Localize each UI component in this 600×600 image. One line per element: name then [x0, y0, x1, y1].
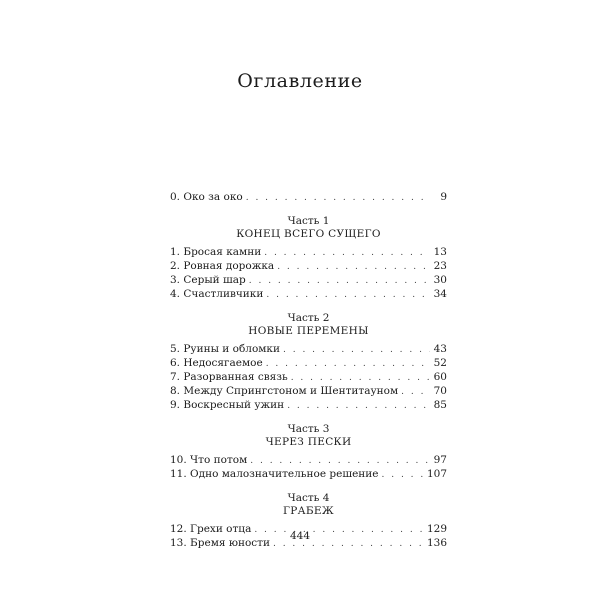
toc-row-prologue [170, 190, 447, 204]
part-heading [170, 492, 447, 518]
chapter-title: 6. Недосягаемое [170, 357, 263, 369]
part-heading [170, 312, 447, 338]
dot-leader [249, 274, 430, 288]
dot-leader [246, 191, 430, 205]
part-name: ЧЕРЕЗ ПЕСКИ [265, 436, 352, 448]
part-number: Часть 1 [287, 215, 330, 227]
chapter-title: 5. Руины и обломки [170, 343, 280, 355]
part-name: НОВЫЕ ПЕРЕМЕНЫ [248, 325, 369, 337]
dot-leader [277, 260, 430, 274]
toc-row [170, 273, 447, 287]
chapter-page-number: 60 [433, 371, 447, 383]
part-heading [170, 215, 447, 241]
chapter-page-number: 129 [426, 523, 447, 535]
toc-row [170, 398, 447, 412]
chapter-title: 12. Грехи отца [170, 523, 252, 535]
toc-row [170, 356, 447, 370]
page-title: Оглавление [237, 70, 363, 92]
chapter-title: 0. Око за око [170, 191, 243, 203]
part-name: КОНЕЦ ВСЕГО СУЩЕГО [236, 228, 381, 240]
part-name: ГРАБЕЖ [283, 505, 334, 517]
chapter-title: 9. Воскресный ужин [170, 399, 285, 411]
chapter-page-number: 43 [433, 343, 447, 355]
chapter-page-number: 107 [426, 468, 447, 480]
chapter-page-number: 13 [433, 246, 447, 258]
toc-row [170, 453, 447, 467]
chapter-page-number: 9 [440, 191, 447, 203]
chapter-title: 2. Ровная дорожка [170, 260, 275, 272]
toc-row [170, 287, 447, 301]
dot-leader [266, 288, 430, 302]
part-heading [170, 423, 447, 449]
chapter-page-number: 85 [433, 399, 447, 411]
chapter-title: 11. Одно малозначительное решение [170, 468, 379, 480]
chapter-title: 10. Что потом [170, 454, 248, 466]
toc-row [170, 370, 447, 384]
toc-row [170, 342, 447, 356]
chapter-page-number: 23 [433, 260, 447, 272]
chapter-page-number: 136 [426, 537, 447, 549]
dot-leader [266, 357, 430, 371]
table-of-contents [170, 190, 447, 550]
toc-row [170, 259, 447, 273]
chapter-title: 13. Бремя юности [170, 537, 270, 549]
dot-leader [291, 371, 430, 385]
chapter-title: 8. Между Спрингстоном и Шентитауном [170, 385, 399, 397]
dot-leader [382, 468, 424, 482]
chapter-title: 1. Бросая камни [170, 246, 262, 258]
chapter-title: 4. Счастливчики [170, 288, 264, 300]
chapter-page-number: 30 [433, 274, 447, 286]
chapter-page-number: 97 [433, 454, 447, 466]
dot-leader [401, 385, 430, 399]
dot-leader [283, 343, 430, 357]
chapter-page-number: 34 [433, 288, 447, 300]
toc-row [170, 384, 447, 398]
dot-leader [287, 399, 430, 413]
toc-row [170, 467, 447, 481]
chapter-title: 7. Разорванная связь [170, 371, 288, 383]
toc-row [170, 245, 447, 259]
dot-leader [250, 454, 430, 468]
part-number: Часть 2 [287, 312, 330, 324]
chapter-page-number: 70 [433, 385, 447, 397]
chapter-page-number: 52 [433, 357, 447, 369]
chapter-title: 3. Серый шар [170, 274, 246, 286]
part-number: Часть 4 [287, 492, 330, 504]
part-number: Часть 3 [287, 423, 330, 435]
dot-leader [264, 246, 430, 260]
page-number: 444 [289, 530, 311, 542]
